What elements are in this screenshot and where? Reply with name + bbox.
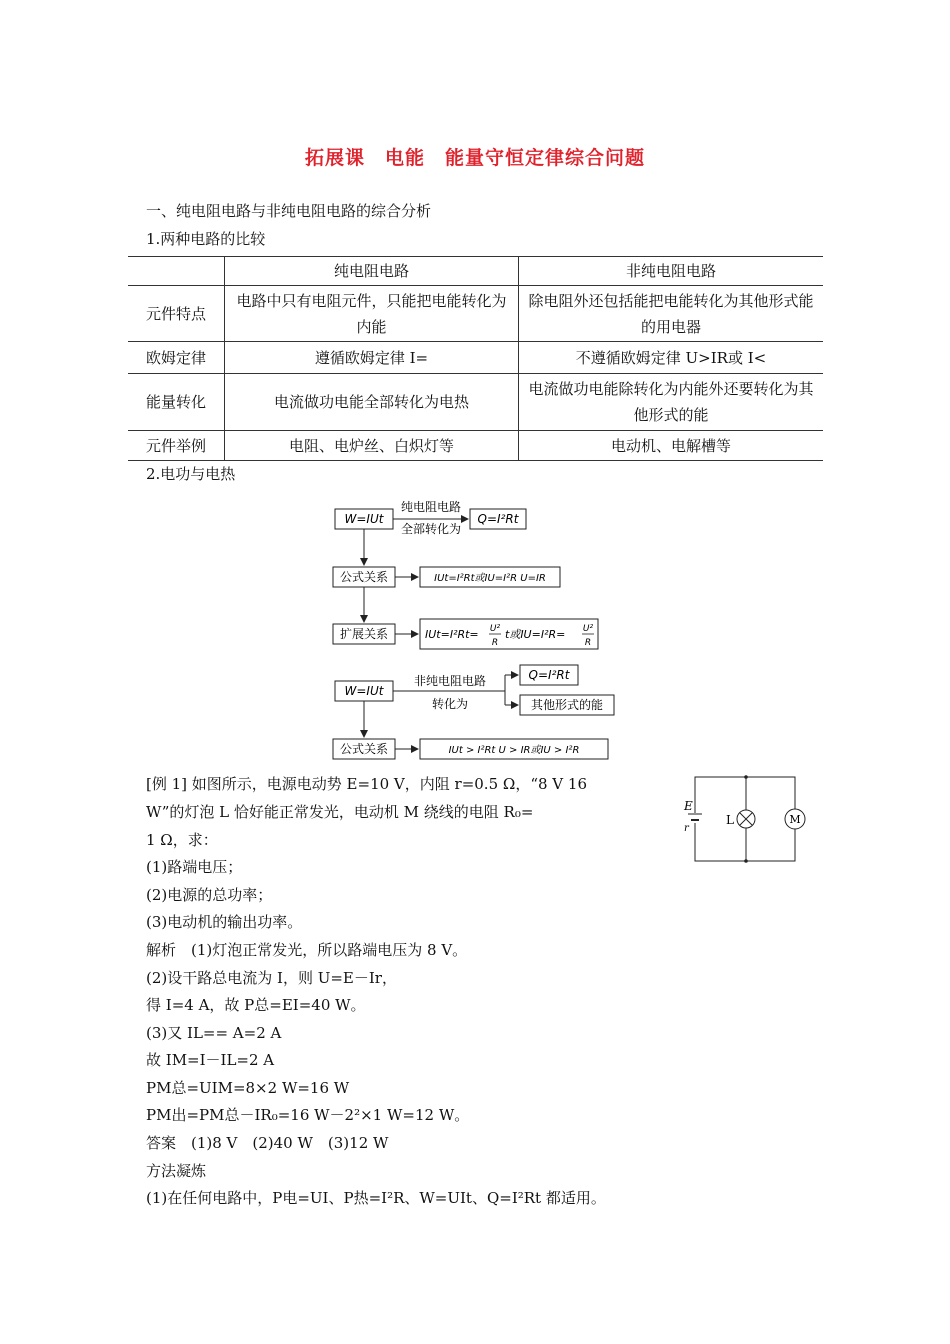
table-cell: 能量转化 <box>128 374 225 431</box>
table-cell: 欧姆定律 <box>128 342 225 374</box>
circuit-diagram <box>678 773 818 865</box>
table-cell: 电路中只有电阻元件，只能把电能转化为内能 <box>225 286 519 342</box>
solution-line: (3)又 IL== A=2 A <box>146 1024 282 1042</box>
table-header-cell <box>128 257 225 286</box>
method-heading: 方法凝炼 <box>146 1162 207 1180</box>
flow-q1-text: Q=I²Rt <box>477 512 519 526</box>
section-heading-1: 一、纯电阻电路与非纯电阻电路的综合分析 <box>146 202 432 220</box>
solution-line: 解析 (1)灯泡正常发光，所以路端电压为 8 V。 <box>146 941 468 959</box>
example-line: [例 1] 如图所示，电源电动势 E=10 V，内阻 r=0.5 Ω，“8 V 16 <box>146 775 587 793</box>
example-line: 1 Ω，求： <box>146 831 218 849</box>
flow-arrow1-bottom: 全部转化为 <box>400 522 462 536</box>
flow-q2-text: Q=I²Rt <box>528 668 570 682</box>
table-cell: 元件特点 <box>128 286 225 342</box>
flow-gs2-formula-text: IUt > I²Rt U > IR或IU > I²R <box>448 745 580 756</box>
solution-line: 故 IM=I－IL=2 A <box>146 1051 275 1069</box>
motor-label: M <box>789 813 801 826</box>
subheading-work-heat: 2.电功与电热 <box>146 465 236 483</box>
flow-arrow2-bottom: 转化为 <box>431 697 469 711</box>
flow-other-text: 其他形式的能 <box>530 698 604 712</box>
table-cell: 电流做功电能全部转化为电热 <box>225 374 519 431</box>
answer-line: 答案 (1)8 V (2)40 W (3)12 W <box>146 1134 389 1152</box>
table-cell: 元件举例 <box>128 431 225 461</box>
table-cell: 电流做功电能除转化为内能外还要转化为其他形式的能 <box>519 374 824 431</box>
table-cell: 电动机、电解槽等 <box>519 431 824 461</box>
solution-line: (2)设干路总电流为 I，则 U=E－Ir， <box>146 969 397 987</box>
table-cell: 遵循欧姆定律 I= <box>225 342 519 374</box>
solution-line: PM总=UIM=8×2 W=16 W <box>146 1079 350 1097</box>
junction-dot <box>744 775 748 779</box>
comparison-table <box>128 256 823 461</box>
emf-label: E <box>684 799 693 813</box>
internal-resistance-label: r <box>684 823 689 834</box>
flow-kz-formula-a: IUt=I²Rt= <box>425 628 479 641</box>
table-row <box>128 342 823 374</box>
lamp-label: L <box>726 813 734 827</box>
flow-arrow1-top: 纯电阻电路 <box>400 500 462 514</box>
fraction-numerator: U² <box>582 624 594 634</box>
table-cell: 除电阻外还包括能把电能转化为其他形式能的用电器 <box>519 286 824 342</box>
flow-kz-formula-b: t或IU=I²R= <box>505 628 566 641</box>
question-3: (3)电动机的输出功率。 <box>146 913 303 931</box>
flow-arrow2-top: 非纯电阻电路 <box>413 674 487 688</box>
example-line: W”的灯泡 L 恰好能正常发光，电动机 M 绕线的电阻 R₀= <box>146 803 534 821</box>
energy-flow-diagram <box>325 495 625 765</box>
fraction-denominator: R <box>491 638 499 648</box>
table-header-row <box>128 257 823 286</box>
table-row <box>128 431 823 461</box>
table-row <box>128 286 823 342</box>
solution-line: PM出=PM总－IR₀=16 W－2²×1 W=12 W。 <box>146 1106 470 1124</box>
flow-w1-text: W=IUt <box>344 512 384 526</box>
fraction-denominator: R <box>584 638 592 648</box>
flow-kz-text: 扩展关系 <box>339 627 389 641</box>
junction-dot <box>744 859 748 863</box>
table-header-cell: 纯电阻电路 <box>225 257 519 286</box>
flow-gs1-text: 公式关系 <box>339 570 389 584</box>
question-2: (2)电源的总功率； <box>146 886 273 904</box>
flow-gs2-text: 公式关系 <box>339 742 389 756</box>
flow-w2-text: W=IUt <box>344 684 384 698</box>
fraction-numerator: U² <box>489 624 501 634</box>
table-row <box>128 374 823 431</box>
page-title: 拓展课 电能 能量守恒定律综合问题 <box>304 147 645 169</box>
flow-gs1-formula-text: IUt=I²Rt或IU=I²R U=IR <box>434 573 546 584</box>
table-header-cell: 非纯电阻电路 <box>519 257 824 286</box>
question-1: (1)路端电压； <box>146 858 243 876</box>
subheading-comparison: 1.两种电路的比较 <box>146 230 266 248</box>
solution-line: 得 I=4 A，故 P总=EI=40 W。 <box>146 996 366 1014</box>
method-line: (1)在任何电路中，P电=UI、P热=I²R、W=UIt、Q=I²Rt 都适用。 <box>146 1189 606 1207</box>
table-cell: 不遵循欧姆定律 U>IR或 I< <box>519 342 824 374</box>
table-cell: 电阻、电炉丝、白炽灯等 <box>225 431 519 461</box>
